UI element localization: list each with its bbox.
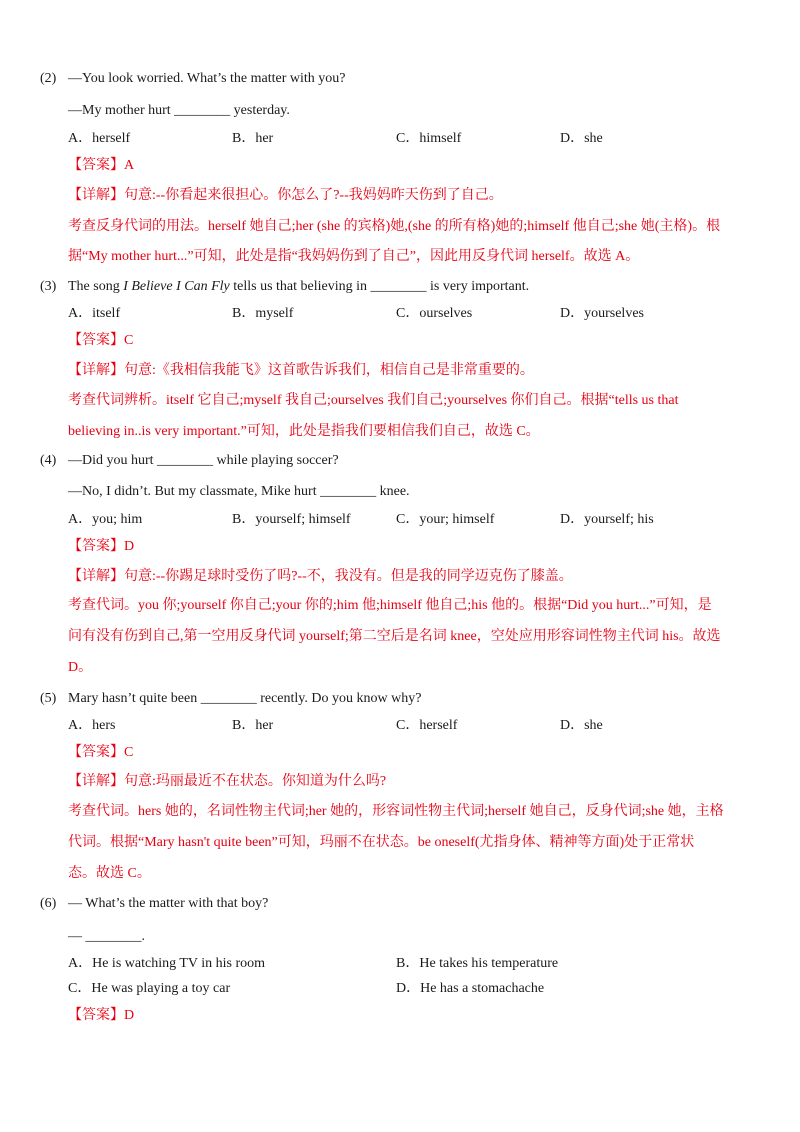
explanation-text: 考查代词。you 你;yourself 你自己;your 你的;him 他;himself 他自己;his 他的。根据“Did you hurt...”可知，是 <box>68 598 712 613</box>
explanation-text: 问有没有伤到自己,第一空用反身代词 yourself;第二空后是名词 knee，空处应用形容词性物主代词 his。故选 <box>68 629 721 644</box>
detail-text: 【详解】句意:玛丽最近不在状态。你知道为什么吗? <box>68 774 387 789</box>
explanation-text: believing in..is very important.”可知，此处是指我们要相信我们自己，故选 C。 <box>68 424 540 439</box>
explanation-text: 考查代词辨析。itself 它自己;myself 我自己;ourselves 我们自己;yourselves 你们自己。根据“tells us that <box>68 393 679 408</box>
question-number: (4) <box>40 453 57 468</box>
option-c: C．ourselves <box>396 306 473 321</box>
option-c: C．herself <box>396 718 458 733</box>
option-a: A．herself <box>68 131 131 146</box>
explanation-text: 态。故选 C。 <box>68 866 151 881</box>
option-c: C．himself <box>396 131 462 146</box>
option-b: B．her <box>232 131 274 146</box>
question-stem: Mary hasn’t quite been ________ recently. Do you know why? <box>68 691 422 706</box>
question-stem: —You look worried. What’s the matter with you? <box>68 71 346 86</box>
explanation-text: 代词。根据“Mary hasn't quite been”可知，玛丽不在状态。be oneself(尤指身体、精神等方面)处于正常状 <box>68 835 695 850</box>
question-number: (3) <box>40 279 57 294</box>
option-d: D．He has a stomachache <box>396 981 545 996</box>
option-a: A．you; him <box>68 512 143 527</box>
answer-label: 【答案】C <box>68 745 134 760</box>
question-number: (2) <box>40 71 57 86</box>
song-title: I Believe I Can Fly <box>123 279 230 294</box>
question-stem: —No, I didn’t. But my classmate, Mike hurt ________ knee. <box>68 484 410 499</box>
option-b: B．He takes his temperature <box>396 956 559 971</box>
detail-text: 【详解】句意:--你看起来很担心。你怎么了?--我妈妈昨天伤到了自己。 <box>68 188 503 203</box>
explanation-text: 据“My mother hurt...”可知，此处是指“我妈妈伤到了自己”，因此用反身代词 herself。故选 A。 <box>68 249 640 264</box>
question-number: (5) <box>40 691 57 706</box>
stem-text: tells us that believing in ________ is very important. <box>229 279 530 294</box>
question-stem: — ________. <box>68 929 145 944</box>
answer-label: 【答案】C <box>68 333 134 348</box>
detail-text: 【详解】句意:《我相信我能飞》这首歌告诉我们，相信自己是非常重要的。 <box>68 363 534 378</box>
question-stem: —My mother hurt ________ yesterday. <box>68 103 290 118</box>
stem-text: The song <box>68 279 124 294</box>
answer-label: 【答案】D <box>68 1008 135 1023</box>
answer-label: 【答案】A <box>68 158 135 173</box>
option-b: B．myself <box>232 306 294 321</box>
option-a: A．hers <box>68 718 116 733</box>
explanation-text: D。 <box>68 660 93 675</box>
option-b: B．yourself; himself <box>232 512 351 527</box>
question-stem: — What’s the matter with that boy? <box>68 896 269 911</box>
answer-label: 【答案】D <box>68 539 135 554</box>
option-a: A．itself <box>68 306 121 321</box>
option-d: D．yourself; his <box>560 512 654 527</box>
option-d: D．yourselves <box>560 306 644 321</box>
question-number: (6) <box>40 896 57 911</box>
explanation-text: 考查代词。hers 她的，名词性物主代词;her 她的，形容词性物主代词;herself 她自己，反身代词;she 她，主格 <box>68 804 724 819</box>
detail-text: 【详解】句意:--你踢足球时受伤了吗?--不，我没有。但是我的同学迈克伤了膝盖。 <box>68 569 573 584</box>
question-stem <box>68 278 529 296</box>
option-d: D．she <box>560 718 603 733</box>
option-a: A．He is watching TV in his room <box>68 956 266 971</box>
option-c: C．He was playing a toy car <box>68 981 231 996</box>
option-c: C．your; himself <box>396 512 495 527</box>
option-b: B．her <box>232 718 274 733</box>
question-stem: —Did you hurt ________ while playing soccer? <box>68 453 339 468</box>
explanation-text: 考查反身代词的用法。herself 她自己;her (she 的宾格)她,(she 的所有格)她的;himself 他自己;she 她(主格)。根 <box>68 219 721 234</box>
option-d: D．she <box>560 131 603 146</box>
